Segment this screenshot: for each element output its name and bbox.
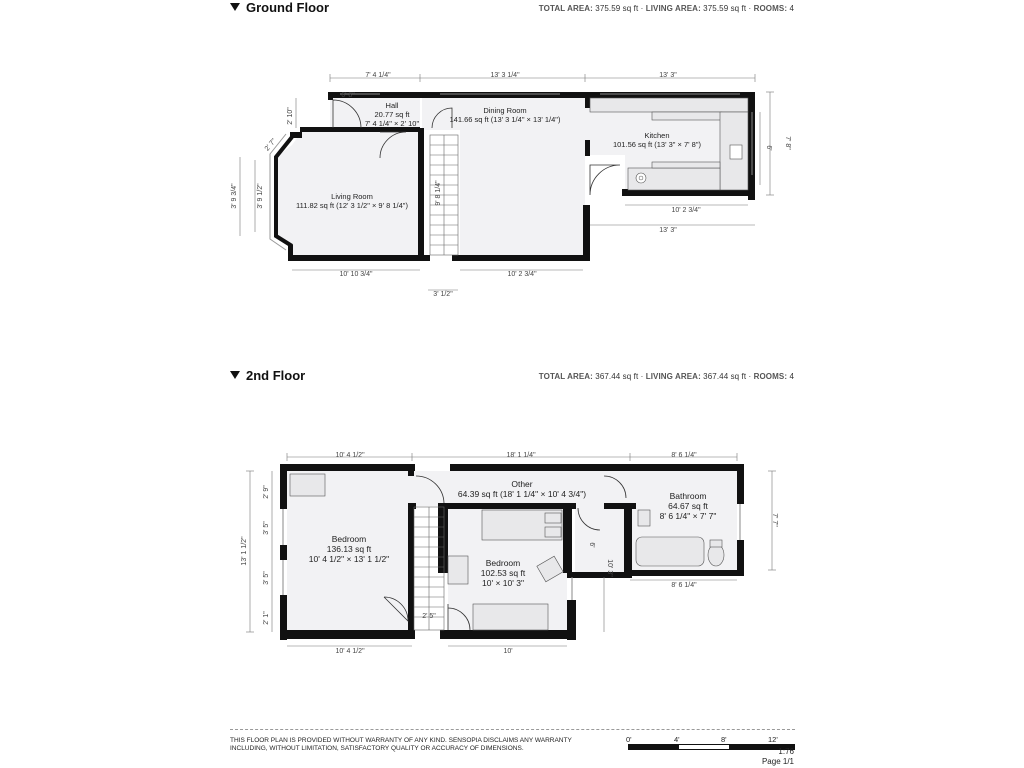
scale-ratio: 1:76 (778, 747, 794, 756)
room-area-bedroom-mid: 102.53 sq ft (480, 568, 526, 578)
dim-kitchen-inner: 6' (765, 145, 772, 151)
page-indicator: Page 1/1 (761, 757, 794, 766)
footer-divider (230, 729, 795, 730)
dim-inner-6: 6' (588, 542, 595, 548)
room-area-kitchen: 101.56 sq ft (13' 3" × 7' 8") (612, 140, 702, 149)
dim-left-d: 2' 1" (263, 611, 270, 625)
dim-top-hall: 7' 4 1/4" (365, 72, 391, 79)
dresser (473, 604, 548, 630)
dim-top-left: 10' 4 1/2" (335, 452, 365, 459)
dim-top-dining: 13' 3 1/4" (490, 72, 520, 79)
room-area-dining: 141.66 sq ft (13' 3 1/4" × 13' 1/4") (449, 115, 561, 124)
scale-tick: 12' (768, 735, 778, 744)
dim-hall-side: 2' 10" (287, 107, 294, 125)
dim-left-c: 3' 5" (263, 571, 270, 585)
dim-left-total: 13' 1 1/2" (241, 536, 248, 566)
ground-floor-title: Ground Floor (230, 0, 329, 15)
dim-bay-side-inner: 3' 9 1/2" (257, 183, 264, 209)
dim-top-kitchen: 13' 3" (659, 72, 677, 79)
room-area-bedroom-left: 136.13 sq ft (326, 544, 372, 554)
dim-living-bottom: 10' 10 3/4" (339, 271, 373, 278)
room-dims-bathroom: 8' 6 1/4" × 7' 7" (659, 511, 717, 521)
desk (448, 556, 468, 584)
room-dims-hall: 7' 4 1/4" × 2' 10" (364, 119, 420, 128)
ground-floor-plan (231, 72, 791, 298)
room-name-hall: Hall (385, 101, 399, 110)
dim-bottom-left: 10' 4 1/2" (335, 648, 365, 655)
room-name-kitchen: Kitchen (644, 131, 670, 140)
scale-tick: 8' (721, 735, 727, 744)
dim-stair: 9' 8 1/4" (435, 180, 442, 206)
wardrobe (290, 474, 325, 496)
kitchen-sink-icon (730, 145, 742, 159)
room-area-living: 111.82 sq ft (12' 3 1/2" × 9' 8 1/4") (296, 201, 408, 210)
dim-stair-bottom: 3' 1/2" (433, 291, 453, 298)
second-floor-title: 2nd Floor (230, 368, 305, 383)
dim-bay-side-outer: 3' 9 3/4" (231, 183, 238, 209)
room-name-bedroom-mid: Bedroom (485, 558, 521, 568)
ground-floor-stats: TOTAL AREA: 375.59 sq ft · LIVING AREA: 375.59 sq ft · ROOMS: 4 (538, 4, 794, 13)
dim-dining-bottom: 10' 2 3/4" (507, 271, 537, 278)
room-name-other: Other (511, 479, 533, 489)
basin-icon (638, 510, 650, 526)
room-name-dining: Dining Room (483, 106, 527, 115)
dim-dining-right: 13' 3" (659, 227, 677, 234)
dim-left-a: 2' 9" (263, 485, 270, 499)
dim-right-kitchen: 7' 8" (784, 136, 791, 150)
room-name-living: Living Room (331, 192, 373, 201)
dim-bottom-mid: 10' (503, 648, 513, 655)
dim-right: 7' 7" (771, 513, 778, 527)
room-dims-bedroom-left: 10' 4 1/2" × 13' 1 1/2" (308, 554, 390, 564)
room-dims-bedroom-mid: 10' × 10' 3" (482, 578, 524, 588)
dim-stair-2nd: 2' 5" (422, 613, 436, 620)
scale-tick: 4' (674, 735, 680, 744)
bathtub-icon (636, 537, 704, 566)
dim-bath-bottom: 8' 6 1/4" (671, 582, 697, 589)
dim-bay-top: 2' 7" (263, 137, 278, 153)
second-floor-stats: TOTAL AREA: 367.44 sq ft · LIVING AREA: 367.44 sq ft · ROOMS: 4 (538, 372, 794, 381)
room-area-hall: 20.77 sq ft (374, 110, 410, 119)
dim-top-right: 8' 6 1/4" (671, 452, 697, 459)
scale-tick: 0' (626, 735, 632, 744)
hob-icon (636, 173, 646, 183)
second-floor-plan (241, 452, 778, 655)
room-name-bathroom: Bathroom (669, 491, 707, 501)
dim-top-mid: 18' 1 1/4" (506, 452, 536, 459)
scale-bar-graphic (628, 744, 795, 750)
room-area-other: 64.39 sq ft (18' 1 1/4" × 10' 4 3/4") (457, 489, 587, 499)
dim-hall-small: 6' 8" (341, 92, 355, 99)
room-name-bedroom-left: Bedroom (331, 534, 367, 544)
dim-inner-10-3: 10' 3" (606, 559, 613, 577)
dim-kitchen-bottom: 10' 2 3/4" (671, 207, 701, 214)
dim-left-b: 3' 5" (263, 521, 270, 535)
room-area-bathroom: 64.67 sq ft (668, 501, 708, 511)
disclaimer-text: THIS FLOOR PLAN IS PROVIDED WITHOUT WARRANTY OF ANY KIND. SENSOPIA DISCLAIMS ANY WARRANTY INCLUDING, WITHOUT LIMITATION, SATISFACTORY QUALITY OR ACCURACY OF DIMENSIONS. (230, 737, 572, 752)
